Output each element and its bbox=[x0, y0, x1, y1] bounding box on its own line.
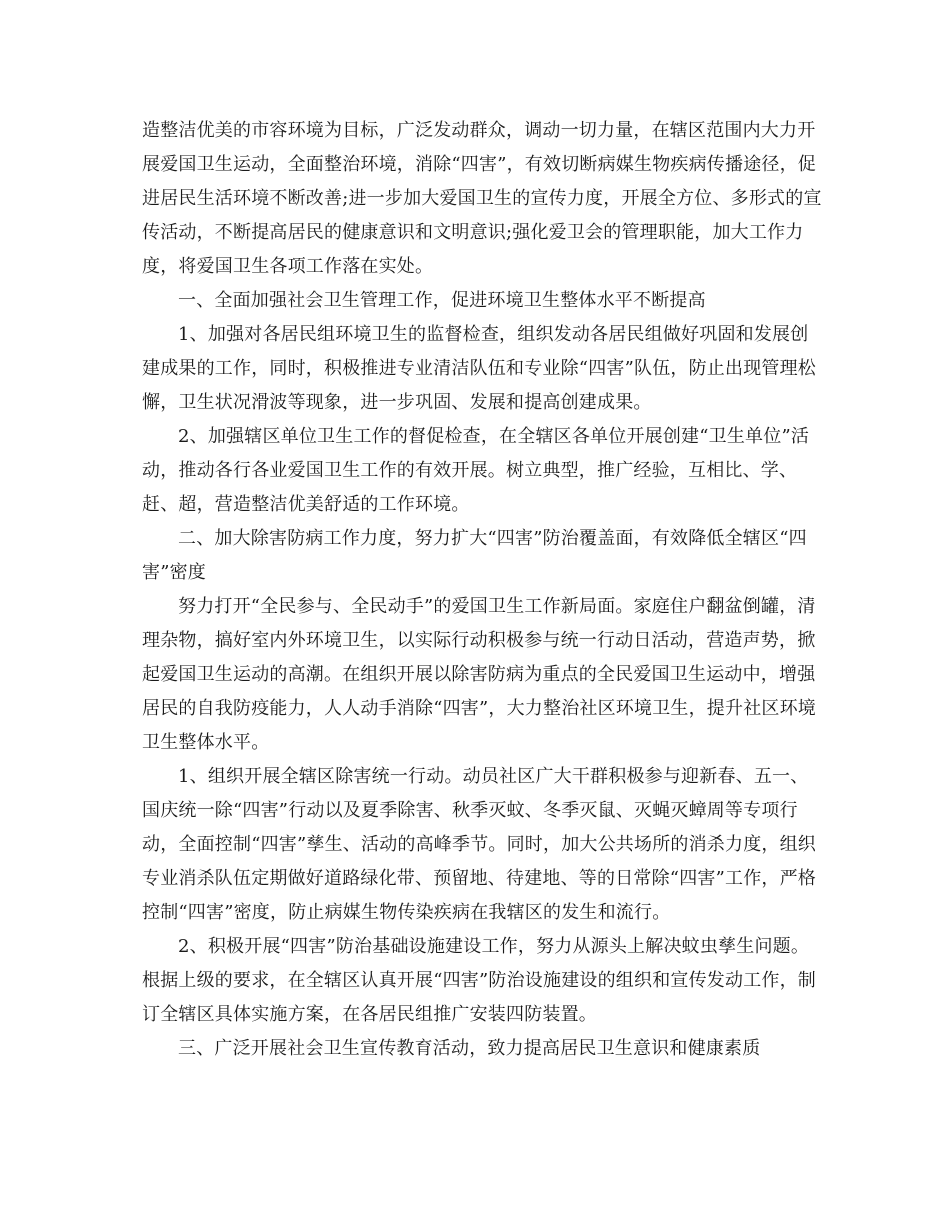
paragraph-7: 1、组织开展全辖区除害统一行动。动员社区广大干群积极参与迎新春、五一、国庆统一除“四害”行动以及夏季除害、秋季灭蚊、冬季灭鼠、灭蝇灭蟑周等专项行动，全面控制“四害”孳生、活动的高峰季节。同时，加大公共场所的消杀力度，组织专业消杀队伍定期做好道路绿化带、预留地、待建地、等的日常除“四害”工作，严格控制“四害”密度，防止病媒生物传染疾病在我辖区的发生和流行。 bbox=[142, 766, 817, 923]
paragraph-6: 努力打开“全民参与、全民动手”的爱国卫生工作新局面。家庭住户翻盆倒罐，清理杂物，搞好室内外环境卫生，以实际行动积极参与统一行动日活动，营造声势，掀起爱国卫生运动的高潮。在组织开展以除害防病为重点的全民爱国卫生运动中，增强居民的自我防疫能力，人人动手消除“四害”，大力整治社区环境卫生，提升社区环境卫生整体水平。 bbox=[142, 596, 817, 753]
paragraph-3: 1、加强对各居民组环境卫生的监督检查，组织发动各居民组做好巩固和发展创建成果的工作，同时，积极推进专业清洁队伍和专业除“四害”队伍，防止出现管理松懈，卫生状况滑波等现象，进一步巩固、发展和提高创建成果。 bbox=[142, 324, 817, 413]
paragraph-4: 2、加强辖区单位卫生工作的督促检查，在全辖区各单位开展创建“卫生单位”活动，推动各行各业爱国卫生工作的有效开展。树立典型，推广经验，互相比、学、赶、超，营造整洁优美舒适的工作环境。 bbox=[142, 426, 810, 515]
section-heading-2: 二、加大除害防病工作力度，努力扩大“四害”防治覆盖面，有效降低全辖区“四害”密度 bbox=[142, 528, 807, 583]
section-heading-3: 三、广泛开展社会卫生宣传教育活动，致力提高居民卫生意识和健康素质 bbox=[178, 1038, 761, 1059]
document-body bbox=[142, 114, 822, 1066]
paragraph-8: 2、积极开展“四害”防治基础设施建设工作，努力从源头上解决蚊虫孳生问题。根据上级的要求，在全辖区认真开展“四害”防治设施建设的组织和宣传发动工作，制订全辖区具体实施方案，在各居民组推广安装四防装置。 bbox=[142, 936, 817, 1025]
section-heading-1: 一、全面加强社会卫生管理工作，促进环境卫生整体水平不断提高 bbox=[178, 290, 706, 311]
paragraph-1: 造整洁优美的市容环境为目标，广泛发动群众，调动一切力量，在辖区范围内大力开展爱国卫生运动，全面整治环境，消除“四害”，有效切断病媒生物疾病传播途径，促进居民生活环境不断改善;进一步加大爱国卫生的宣传力度，开展全方位、多形式的宣传活动，不断提高居民的健康意识和文明意识;强化爱卫会的管理职能，加大工作力度，将爱国卫生各项工作落在实处。 bbox=[142, 120, 822, 277]
